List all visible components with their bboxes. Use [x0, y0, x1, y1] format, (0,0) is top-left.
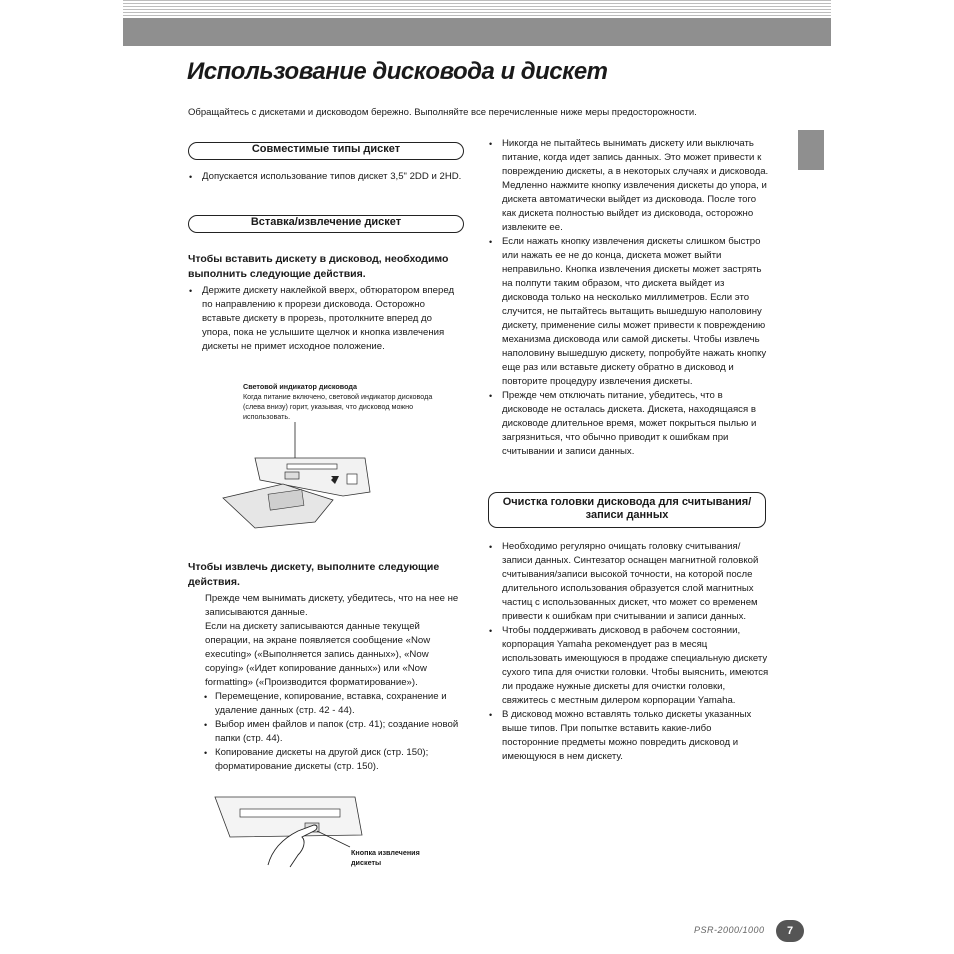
insert-subhead: Чтобы вставить дискету в дисковод, необходимо выполнить следующие действия.: [188, 253, 449, 280]
types-bullet: • Допускается использование типов дискет 3,5" 2DD и 2HD.: [188, 170, 468, 184]
precaution-bullet: • Если нажать кнопку извлечения дискеты слишком быстро или нажать ее не до конца, дискета может выйти неправильно. Кнопка извлечения дискеты может застрять на полпути таким образом, что дискета выйдет из дисковода только на несколько миллиметров. Если это случится, не пытайтесь вытащить вышедшую наполовину дискету, применение силы может привести к повреждению механизма дисковода или самой дискеты. Чтобы извлечь наполовину вышедшую дискету, попробуйте нажать кнопку еще раз или вставьте дискету обратно в дисковод и повторите процедуру извлечения дискеты.: [488, 235, 770, 389]
precaution-bullet: • Прежде чем отключать питание, убедитесь, что в дисководе не осталась дискета. Дискета, находящаяся в дисководе длительное время, может покрыться пылью и загрязниться, что обычно приводит к ошибкам при считывании и записи данных.: [488, 389, 770, 459]
eject-subhead: Чтобы извлечь дискету, выполните следующие действия.: [188, 561, 440, 588]
fig1-caption: [243, 382, 448, 422]
section-tab-marker: [798, 130, 824, 170]
eject-button-caption: Кнопка извлечения дискеты: [351, 848, 420, 867]
cleaning-bullet: • Чтобы поддерживать дисковод в рабочем состоянии, корпорация Yamaha рекомендует раз в месяц использовать имеющуюся в продаже специальную дискету сухого типа для очистки головки. Чтобы выяснить, имеются ли продаже нужные дискеты для очистки головки, свяжитесь с местным дилером корпорации Yamaha.: [488, 624, 770, 708]
fig1-caption-text: Когда питание включено, световой индикатор дисковода (слева внизу) горит, указывая, что дисковод можно использовать.: [243, 392, 433, 421]
heading-compatible-types: Совместимые типы дискет: [188, 142, 464, 160]
intro-text: Обращайтесь с дискетами и дисководом бережно. Выполняйте все перечисленные ниже меры предосторожности.: [188, 107, 697, 118]
eject-item: • Копирование дискеты на другой диск (стр. 150); форматирование дискеты (стр. 150).: [188, 746, 466, 774]
eject-paragraph-1: Прежде чем вынимать дискету, убедитесь, что на нее не записываются данные.: [205, 593, 459, 618]
precaution-bullet: • Никогда не пытайтесь вынимать дискету или выключать питание, когда идет запись данных. Это может привести к повреждению дискеты, а в некоторых случаях и дисковода. Медленно нажмите кнопку извлечения дискеты до упора, и дискета автоматически выйдет из дисковода. После того как дискета полностью выйдет из дисковода, осторожно извлеките ее.: [488, 137, 770, 235]
eject-paragraph-2: Если на дискету записываются данные текущей операции, на экране появляется сообщение «Now executing» («Выполняется запись данных»), «Now copying» («Идет копирование данных») или «Now formatting» («Производится форматирование»).: [205, 621, 431, 688]
page-number-badge: 7: [776, 920, 804, 942]
heading-insert-eject: Вставка/извлечение дискет: [188, 215, 464, 233]
floppy-insert-illustration: [215, 420, 375, 530]
footer-model-name: PSR-2000/1000: [694, 925, 765, 935]
header-band: [123, 0, 831, 46]
fig1-caption-title: Световой индикатор дисковода: [243, 382, 357, 391]
cleaning-bullet: • Необходимо регулярно очищать головку считывания/записи данных. Синтезатор оснащен магнитной головкой считывания/записи высокой точности, на которой после длительного использования образуется слой магнитных частиц с использованных дискет, что может со временем привести к ошибкам при считывании и записи данных.: [488, 540, 770, 624]
cleaning-bullet: • В дисковод можно вставлять только дискеты указанных выше типов. При попытке вставить какие-либо посторонние предметы можно повредить дисковод и имеющуюся в нем дискету.: [488, 708, 770, 764]
eject-button-illustration: [210, 795, 370, 870]
heading-head-cleaning: Очистка головки дисковода для считывания/ записи данных: [488, 492, 766, 528]
insert-bullet: • Держите дискету наклейкой вверх, обтюратором вперед по направлению к прорези дисковода. Осторожно вставьте дискету в прорезь, протолкните вперед до упора, пока не услышите щелчок и кнопка извлечения дискеты не примет исходное положение.: [188, 284, 463, 354]
page-title: Использование дисковода и дискет: [187, 58, 608, 85]
eject-item: • Выбор имен файлов и папок (стр. 41); создание новой папки (стр. 44).: [188, 718, 466, 746]
eject-item: • Перемещение, копирование, вставка, сохранение и удаление данных (стр. 42 - 44).: [188, 690, 466, 718]
